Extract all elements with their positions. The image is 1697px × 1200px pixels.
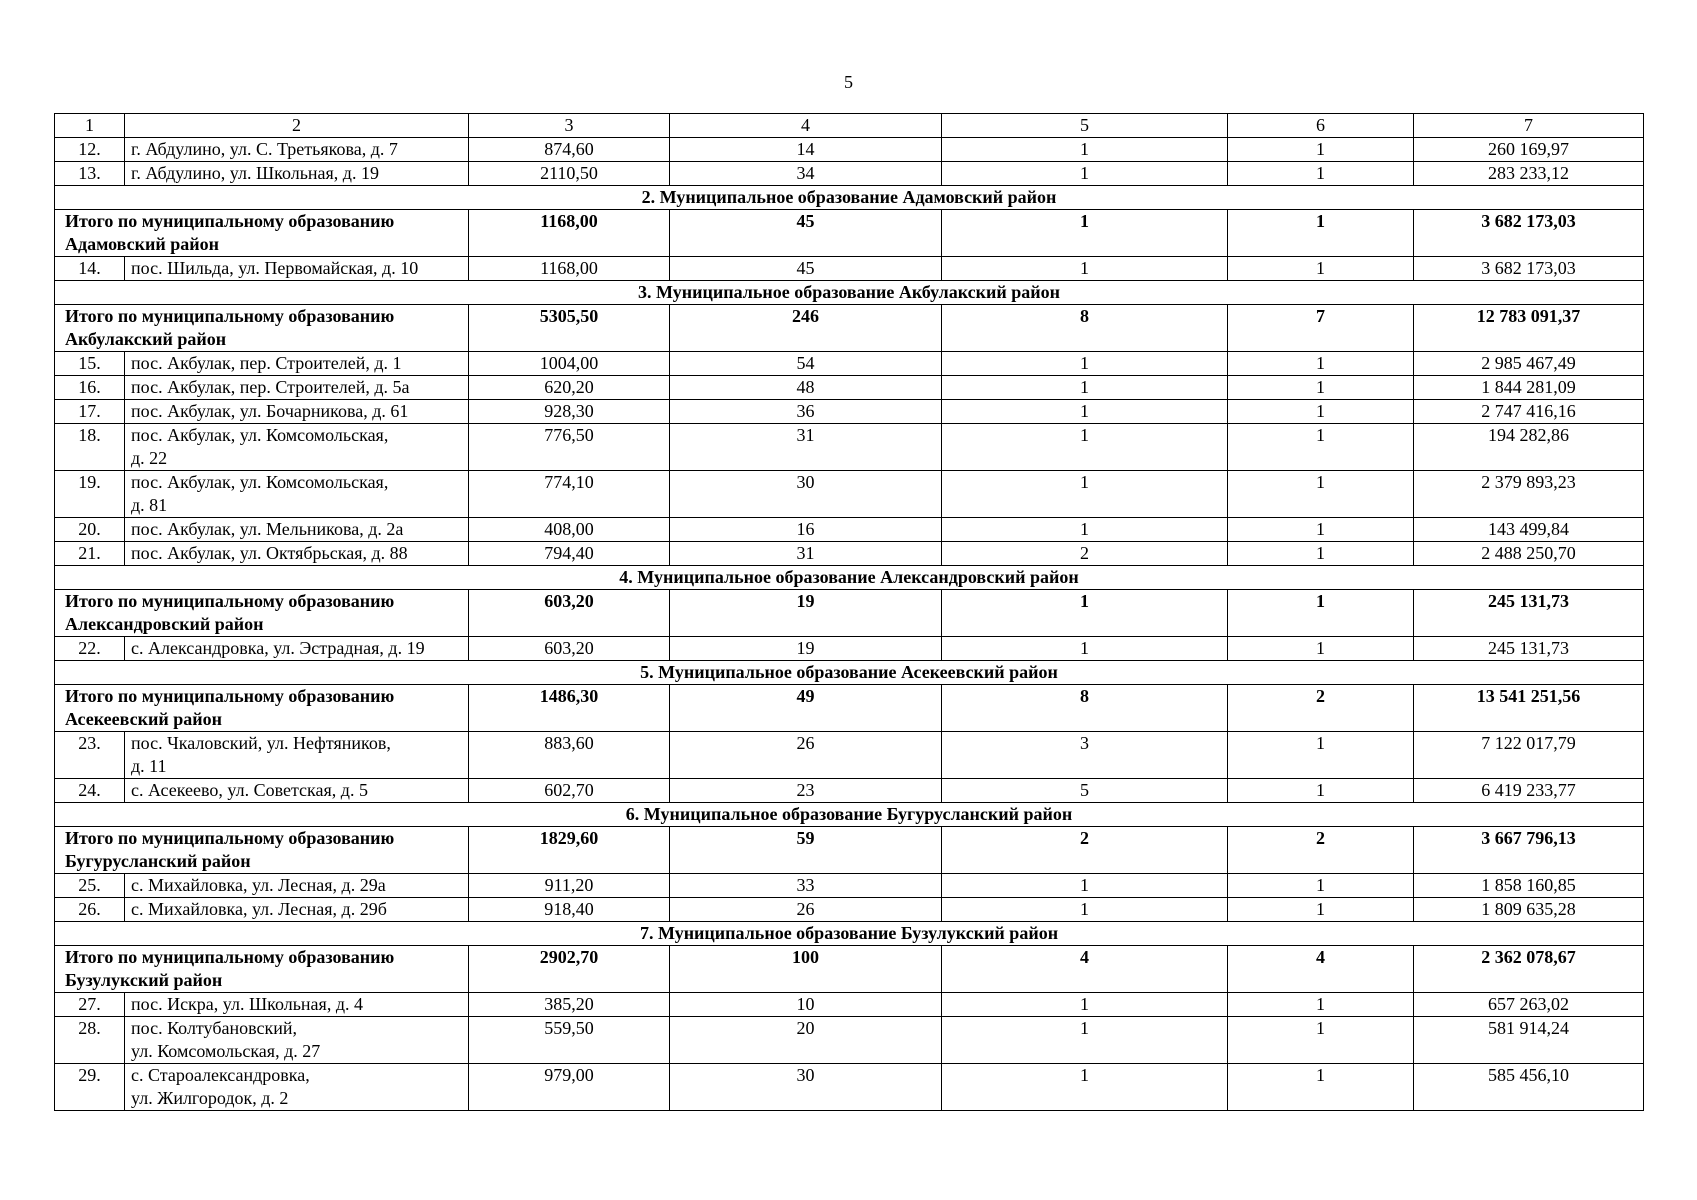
cell-col3: 2902,70 xyxy=(469,946,670,993)
cell-col3: 776,50 xyxy=(469,424,670,471)
section-title: 7. Муниципальное образование Бузулукский район xyxy=(55,922,1644,946)
address-cell xyxy=(125,993,469,1017)
section-header-row xyxy=(55,281,1644,305)
cell-col6: 1 xyxy=(1228,138,1414,162)
cell-col7: 2 362 078,67 xyxy=(1414,946,1644,993)
cell-col7: 2 985 467,49 xyxy=(1414,352,1644,376)
cell-col5: 1 xyxy=(942,424,1228,471)
section-title: 2. Муниципальное образование Адамовский район xyxy=(55,186,1644,210)
row-number: 28. xyxy=(55,1017,125,1064)
housing-registry-table xyxy=(54,113,1644,1111)
row-number: 14. xyxy=(55,257,125,281)
cell-col7: 1 809 635,28 xyxy=(1414,898,1644,922)
address-line1: пос. Акбулак, ул. Бочарникова, д. 61 xyxy=(131,401,409,421)
cell-col5: 1 xyxy=(942,162,1228,186)
section-title: 5. Муниципальное образование Асекеевский район xyxy=(55,661,1644,685)
address-cell xyxy=(125,471,469,518)
cell-col6: 1 xyxy=(1228,637,1414,661)
address-cell xyxy=(125,352,469,376)
address-cell xyxy=(125,138,469,162)
cell-col4: 19 xyxy=(670,590,942,637)
cell-col6: 1 xyxy=(1228,352,1414,376)
row-number: 17. xyxy=(55,400,125,424)
table-row xyxy=(55,542,1644,566)
row-number: 13. xyxy=(55,162,125,186)
subtotal-label-line1: Итого по муниципальному образованию xyxy=(65,306,395,326)
cell-col4: 16 xyxy=(670,518,942,542)
cell-col4: 10 xyxy=(670,993,942,1017)
cell-col6: 1 xyxy=(1228,257,1414,281)
cell-col6: 1 xyxy=(1228,898,1414,922)
address-cell xyxy=(125,518,469,542)
cell-col7: 585 456,10 xyxy=(1414,1064,1644,1111)
address-cell xyxy=(125,162,469,186)
subtotal-label xyxy=(55,827,469,874)
address-line1: пос. Чкаловский, ул. Нефтяников, xyxy=(131,733,391,753)
table-row xyxy=(55,352,1644,376)
cell-col5: 1 xyxy=(942,518,1228,542)
subtotal-row xyxy=(55,590,1644,637)
cell-col3: 874,60 xyxy=(469,138,670,162)
cell-col3: 603,20 xyxy=(469,590,670,637)
cell-col4: 31 xyxy=(670,542,942,566)
address-line1: с. Асекеево, ул. Советская, д. 5 xyxy=(131,780,368,800)
row-number: 18. xyxy=(55,424,125,471)
cell-col5: 1 xyxy=(942,210,1228,257)
column-number: 1 xyxy=(55,114,125,138)
cell-col7: 245 131,73 xyxy=(1414,637,1644,661)
cell-col6: 1 xyxy=(1228,162,1414,186)
table-row xyxy=(55,637,1644,661)
cell-col7: 1 858 160,85 xyxy=(1414,874,1644,898)
cell-col5: 4 xyxy=(942,946,1228,993)
cell-col4: 31 xyxy=(670,424,942,471)
cell-col5: 1 xyxy=(942,471,1228,518)
cell-col3: 2110,50 xyxy=(469,162,670,186)
subtotal-row xyxy=(55,946,1644,993)
cell-col7: 13 541 251,56 xyxy=(1414,685,1644,732)
address-cell xyxy=(125,874,469,898)
cell-col3: 559,50 xyxy=(469,1017,670,1064)
subtotal-label-line1: Итого по муниципальному образованию xyxy=(65,828,395,848)
subtotal-label-line2: Асекеевский район xyxy=(65,709,222,729)
subtotal-row xyxy=(55,685,1644,732)
cell-col7: 3 667 796,13 xyxy=(1414,827,1644,874)
cell-col4: 26 xyxy=(670,898,942,922)
cell-col4: 30 xyxy=(670,1064,942,1111)
column-number: 6 xyxy=(1228,114,1414,138)
address-cell xyxy=(125,257,469,281)
row-number: 25. xyxy=(55,874,125,898)
address-line2: д. 81 xyxy=(131,495,168,515)
cell-col7: 283 233,12 xyxy=(1414,162,1644,186)
cell-col4: 54 xyxy=(670,352,942,376)
row-number: 24. xyxy=(55,779,125,803)
subtotal-label xyxy=(55,685,469,732)
cell-col4: 26 xyxy=(670,732,942,779)
cell-col7: 245 131,73 xyxy=(1414,590,1644,637)
row-number: 29. xyxy=(55,1064,125,1111)
cell-col5: 1 xyxy=(942,590,1228,637)
row-number: 15. xyxy=(55,352,125,376)
cell-col4: 45 xyxy=(670,210,942,257)
cell-col4: 36 xyxy=(670,400,942,424)
cell-col6: 1 xyxy=(1228,424,1414,471)
cell-col7: 12 783 091,37 xyxy=(1414,305,1644,352)
page-number: 5 xyxy=(844,72,853,92)
subtotal-label xyxy=(55,590,469,637)
cell-col3: 979,00 xyxy=(469,1064,670,1111)
table-row xyxy=(55,993,1644,1017)
cell-col6: 2 xyxy=(1228,685,1414,732)
address-cell xyxy=(125,400,469,424)
section-title: 3. Муниципальное образование Акбулакский район xyxy=(55,281,1644,305)
cell-col5: 1 xyxy=(942,1017,1228,1064)
cell-col7: 2 488 250,70 xyxy=(1414,542,1644,566)
address-cell xyxy=(125,1064,469,1111)
table-row xyxy=(55,1017,1644,1064)
address-cell xyxy=(125,732,469,779)
address-line1: пос. Акбулак, ул. Комсомольская, xyxy=(131,472,389,492)
cell-col3: 385,20 xyxy=(469,993,670,1017)
address-cell xyxy=(125,424,469,471)
cell-col6: 4 xyxy=(1228,946,1414,993)
column-number: 7 xyxy=(1414,114,1644,138)
row-number: 12. xyxy=(55,138,125,162)
table-row xyxy=(55,518,1644,542)
subtotal-row xyxy=(55,827,1644,874)
address-line2: ул. Жилгородок, д. 2 xyxy=(131,1088,289,1108)
subtotal-label-line2: Адамовский район xyxy=(65,234,219,254)
cell-col3: 883,60 xyxy=(469,732,670,779)
section-title: 6. Муниципальное образование Бугурусланский район xyxy=(55,803,1644,827)
table-body xyxy=(55,114,1644,1111)
table-row xyxy=(55,424,1644,471)
table-row xyxy=(55,779,1644,803)
cell-col4: 14 xyxy=(670,138,942,162)
section-header-row xyxy=(55,186,1644,210)
address-line1: г. Абдулино, ул. С. Третьякова, д. 7 xyxy=(131,139,398,159)
cell-col4: 34 xyxy=(670,162,942,186)
address-cell xyxy=(125,779,469,803)
table-row xyxy=(55,162,1644,186)
section-title: 4. Муниципальное образование Александровский район xyxy=(55,566,1644,590)
table-row xyxy=(55,257,1644,281)
address-line1: с. Староалександровка, xyxy=(131,1065,310,1085)
cell-col7: 2 379 893,23 xyxy=(1414,471,1644,518)
cell-col7: 3 682 173,03 xyxy=(1414,210,1644,257)
address-cell xyxy=(125,898,469,922)
cell-col5: 1 xyxy=(942,376,1228,400)
cell-col7: 581 914,24 xyxy=(1414,1017,1644,1064)
cell-col5: 2 xyxy=(942,542,1228,566)
cell-col4: 20 xyxy=(670,1017,942,1064)
cell-col3: 1486,30 xyxy=(469,685,670,732)
cell-col4: 30 xyxy=(670,471,942,518)
cell-col5: 1 xyxy=(942,138,1228,162)
cell-col3: 1829,60 xyxy=(469,827,670,874)
cell-col6: 1 xyxy=(1228,400,1414,424)
cell-col3: 620,20 xyxy=(469,376,670,400)
cell-col6: 1 xyxy=(1228,874,1414,898)
row-number: 23. xyxy=(55,732,125,779)
table-row xyxy=(55,376,1644,400)
subtotal-label-line1: Итого по муниципальному образованию xyxy=(65,947,395,967)
table-row xyxy=(55,400,1644,424)
cell-col3: 603,20 xyxy=(469,637,670,661)
address-cell xyxy=(125,376,469,400)
row-number: 20. xyxy=(55,518,125,542)
column-number: 4 xyxy=(670,114,942,138)
cell-col6: 1 xyxy=(1228,542,1414,566)
column-number: 3 xyxy=(469,114,670,138)
cell-col5: 1 xyxy=(942,400,1228,424)
subtotal-label xyxy=(55,305,469,352)
subtotal-label-line2: Александровский район xyxy=(65,614,264,634)
cell-col6: 7 xyxy=(1228,305,1414,352)
cell-col6: 1 xyxy=(1228,471,1414,518)
address-line1: пос. Искра, ул. Школьная, д. 4 xyxy=(131,994,363,1014)
cell-col7: 2 747 416,16 xyxy=(1414,400,1644,424)
cell-col5: 1 xyxy=(942,993,1228,1017)
row-number: 16. xyxy=(55,376,125,400)
address-line1: пос. Шильда, ул. Первомайская, д. 10 xyxy=(131,258,419,278)
column-number: 2 xyxy=(125,114,469,138)
address-cell xyxy=(125,542,469,566)
cell-col5: 2 xyxy=(942,827,1228,874)
cell-col4: 246 xyxy=(670,305,942,352)
address-line1: пос. Акбулак, ул. Мельникова, д. 2а xyxy=(131,519,404,539)
cell-col7: 6 419 233,77 xyxy=(1414,779,1644,803)
subtotal-row xyxy=(55,305,1644,352)
cell-col4: 100 xyxy=(670,946,942,993)
cell-col6: 1 xyxy=(1228,993,1414,1017)
address-cell xyxy=(125,1017,469,1064)
address-cell xyxy=(125,637,469,661)
cell-col3: 911,20 xyxy=(469,874,670,898)
column-number-row xyxy=(55,114,1644,138)
cell-col5: 8 xyxy=(942,305,1228,352)
section-header-row xyxy=(55,566,1644,590)
table-row xyxy=(55,1064,1644,1111)
subtotal-label-line1: Итого по муниципальному образованию xyxy=(65,686,395,706)
address-line1: г. Абдулино, ул. Школьная, д. 19 xyxy=(131,163,379,183)
address-line1: пос. Акбулак, ул. Октябрьская, д. 88 xyxy=(131,543,408,563)
address-line1: с. Александровка, ул. Эстрадная, д. 19 xyxy=(131,638,425,658)
table-row xyxy=(55,138,1644,162)
cell-col7: 3 682 173,03 xyxy=(1414,257,1644,281)
address-line1: пос. Акбулак, пер. Строителей, д. 5а xyxy=(131,377,410,397)
cell-col7: 657 263,02 xyxy=(1414,993,1644,1017)
table-row xyxy=(55,732,1644,779)
cell-col5: 1 xyxy=(942,898,1228,922)
cell-col6: 2 xyxy=(1228,827,1414,874)
address-line2: д. 11 xyxy=(131,756,167,776)
address-line1: пос. Акбулак, ул. Комсомольская, xyxy=(131,425,389,445)
subtotal-row xyxy=(55,210,1644,257)
cell-col6: 1 xyxy=(1228,1064,1414,1111)
cell-col7: 260 169,97 xyxy=(1414,138,1644,162)
table-row xyxy=(55,874,1644,898)
address-line1: с. Михайловка, ул. Лесная, д. 29б xyxy=(131,899,387,919)
cell-col6: 1 xyxy=(1228,210,1414,257)
section-header-row xyxy=(55,661,1644,685)
section-header-row xyxy=(55,922,1644,946)
column-number: 5 xyxy=(942,114,1228,138)
cell-col3: 918,40 xyxy=(469,898,670,922)
cell-col5: 1 xyxy=(942,1064,1228,1111)
row-number: 27. xyxy=(55,993,125,1017)
cell-col7: 194 282,86 xyxy=(1414,424,1644,471)
subtotal-label-line1: Итого по муниципальному образованию xyxy=(65,591,395,611)
row-number: 26. xyxy=(55,898,125,922)
address-line1: с. Михайловка, ул. Лесная, д. 29а xyxy=(131,875,386,895)
cell-col3: 5305,50 xyxy=(469,305,670,352)
cell-col6: 1 xyxy=(1228,376,1414,400)
row-number: 21. xyxy=(55,542,125,566)
subtotal-label xyxy=(55,210,469,257)
section-header-row xyxy=(55,803,1644,827)
cell-col3: 1168,00 xyxy=(469,257,670,281)
cell-col7: 7 122 017,79 xyxy=(1414,732,1644,779)
address-line2: д. 22 xyxy=(131,448,168,468)
subtotal-label xyxy=(55,946,469,993)
cell-col5: 1 xyxy=(942,637,1228,661)
cell-col4: 59 xyxy=(670,827,942,874)
cell-col7: 1 844 281,09 xyxy=(1414,376,1644,400)
subtotal-label-line2: Бузулукский район xyxy=(65,970,223,990)
subtotal-label-line2: Бугурусланский район xyxy=(65,851,251,871)
cell-col7: 143 499,84 xyxy=(1414,518,1644,542)
cell-col5: 1 xyxy=(942,874,1228,898)
cell-col3: 408,00 xyxy=(469,518,670,542)
address-line2: ул. Комсомольская, д. 27 xyxy=(131,1041,321,1061)
cell-col4: 45 xyxy=(670,257,942,281)
cell-col6: 1 xyxy=(1228,1017,1414,1064)
cell-col4: 19 xyxy=(670,637,942,661)
cell-col4: 23 xyxy=(670,779,942,803)
cell-col3: 1168,00 xyxy=(469,210,670,257)
cell-col6: 1 xyxy=(1228,732,1414,779)
address-line1: пос. Акбулак, пер. Строителей, д. 1 xyxy=(131,353,402,373)
cell-col5: 5 xyxy=(942,779,1228,803)
cell-col6: 1 xyxy=(1228,518,1414,542)
cell-col3: 794,40 xyxy=(469,542,670,566)
cell-col6: 1 xyxy=(1228,779,1414,803)
subtotal-label-line1: Итого по муниципальному образованию xyxy=(65,211,395,231)
subtotal-label-line2: Акбулакский район xyxy=(65,329,227,349)
cell-col3: 1004,00 xyxy=(469,352,670,376)
table-row xyxy=(55,471,1644,518)
cell-col4: 49 xyxy=(670,685,942,732)
cell-col3: 774,10 xyxy=(469,471,670,518)
cell-col5: 8 xyxy=(942,685,1228,732)
table-row xyxy=(55,898,1644,922)
cell-col4: 33 xyxy=(670,874,942,898)
address-line1: пос. Колтубановский, xyxy=(131,1018,297,1038)
row-number: 22. xyxy=(55,637,125,661)
row-number: 19. xyxy=(55,471,125,518)
cell-col5: 1 xyxy=(942,352,1228,376)
cell-col3: 928,30 xyxy=(469,400,670,424)
cell-col5: 1 xyxy=(942,257,1228,281)
cell-col6: 1 xyxy=(1228,590,1414,637)
cell-col3: 602,70 xyxy=(469,779,670,803)
cell-col4: 48 xyxy=(670,376,942,400)
cell-col5: 3 xyxy=(942,732,1228,779)
